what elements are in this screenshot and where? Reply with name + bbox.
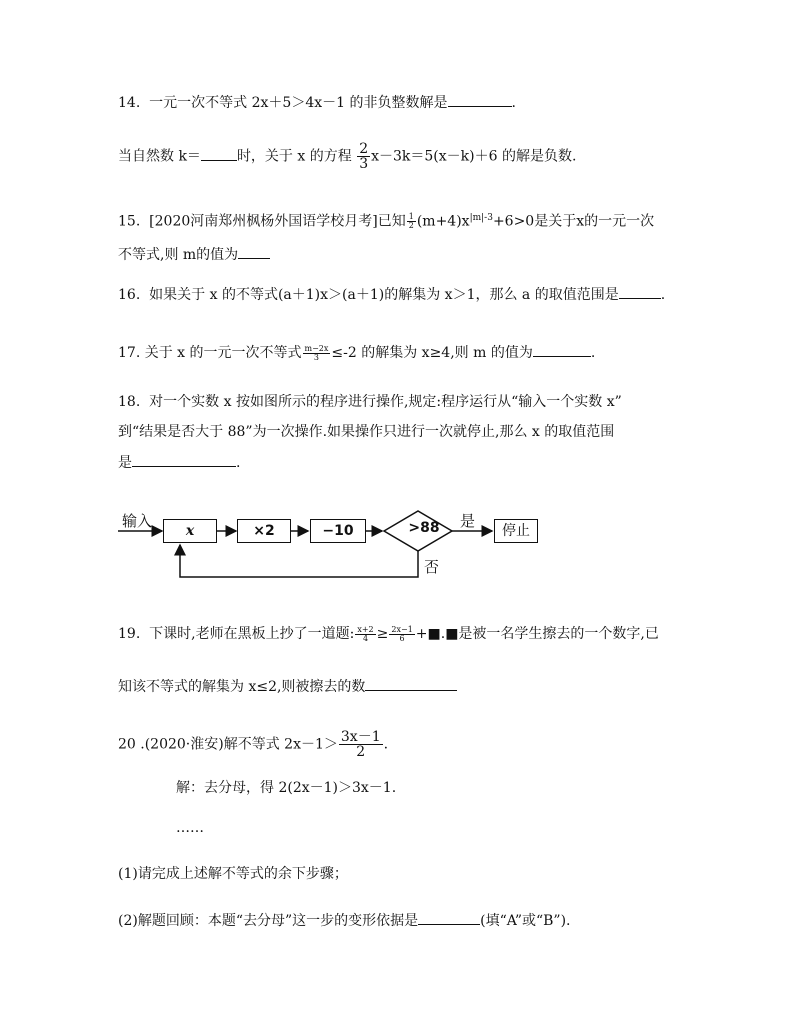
question-20-part1: (1)请完成上述解不等式的余下步骤； — [118, 866, 348, 882]
question-16: 16. 如果关于 x 的不等式(a＋1)x＞(a＋1)的解集为 x＞1，那么 a 的取值范围是 . — [118, 284, 665, 305]
question-19: 19. 下课时,老师在黑板上抄了一道题: $\frac{x+2}{4}$ ≥ $\frac{2x-1}{6}$ +■.■是被一名学生擦去的一个数字,已 — [118, 624, 659, 643]
question-15-line2: 不等式,则 m的值为 — [118, 244, 270, 265]
no-label: 否 — [424, 558, 440, 576]
question-18-line1: 18. 对一个实数 x 按如图所示的程序进行操作,规定:程序运行从“输入一个实数 x” — [118, 394, 622, 410]
box-subtract: −10 — [310, 519, 366, 543]
answer-blank[interactable] — [619, 284, 661, 299]
flowchart — [110, 505, 550, 585]
question-18-line3: 是 . — [118, 452, 240, 473]
answer-blank[interactable] — [201, 146, 237, 161]
fraction: $\frac{2}{3}$ — [359, 141, 369, 172]
question-15: 15. [2020河南郑州枫杨外国语学校月考]已知 $\frac{1}{2}$ $(m+4)x^{|m|-3}+6>0$是关于x的一元一次 — [118, 212, 655, 231]
solution-line1: 解：去分母，得 2(2x－1)＞3x－1. — [176, 780, 397, 796]
question-14-extra: 当自然数 k＝ 时，关于 x 的方程 $\frac{2}{3}$ x－3k＝5(x－k)＋6 的解是负数. — [118, 141, 577, 172]
fraction: $\frac{1}{2}$ — [408, 212, 414, 231]
question-19-line2: 知该不等式的解集为 x≤2,则被擦去的数 — [118, 676, 457, 697]
question-20-part2: (2)解题回顾：本题“去分母”这一步的变形依据是 (填“A”或“B”). — [118, 910, 571, 931]
input-label: 输入 — [122, 512, 153, 530]
answer-blank[interactable] — [132, 452, 236, 467]
question-14: 14. 一元一次不等式 2x＋5＞4x－1 的非负整数解是 . — [118, 92, 516, 113]
answer-blank[interactable] — [238, 244, 270, 259]
diamond-label: >88 — [408, 520, 440, 536]
question-17: 17. 关于 x 的一元一次不等式 $\frac{m-2x}{3}$ ≤-2 的解集为 x≥4,则 m 的值为 . — [118, 343, 596, 362]
fraction: $\frac{3x-1}{2}$ — [340, 729, 381, 760]
question-20: 20 .(2020·淮安)解不等式 2x－1＞ $\frac{3x-1}{2}$ . — [118, 729, 389, 760]
answer-blank[interactable] — [365, 676, 457, 691]
solution-dots: …… — [176, 820, 204, 836]
answer-blank[interactable] — [448, 92, 512, 107]
question-18-line2: 到“结果是否大于 88”为一次操作.如果操作只进行一次就停止,那么 x 的取值范围 — [118, 424, 615, 440]
answer-blank[interactable] — [533, 342, 591, 357]
fraction: $\frac{2x-1}{6}$ — [391, 624, 413, 643]
box-multiply: ×2 — [237, 519, 291, 543]
yes-label: 是 — [460, 512, 476, 530]
answer-blank[interactable] — [418, 910, 480, 925]
box-x: x — [163, 519, 217, 543]
fraction: $\frac{m-2x}{3}$ — [304, 343, 329, 362]
fraction: $\frac{x+2}{4}$ — [357, 624, 374, 643]
loop-arrow — [180, 545, 418, 577]
box-stop: 停止 — [494, 519, 538, 543]
